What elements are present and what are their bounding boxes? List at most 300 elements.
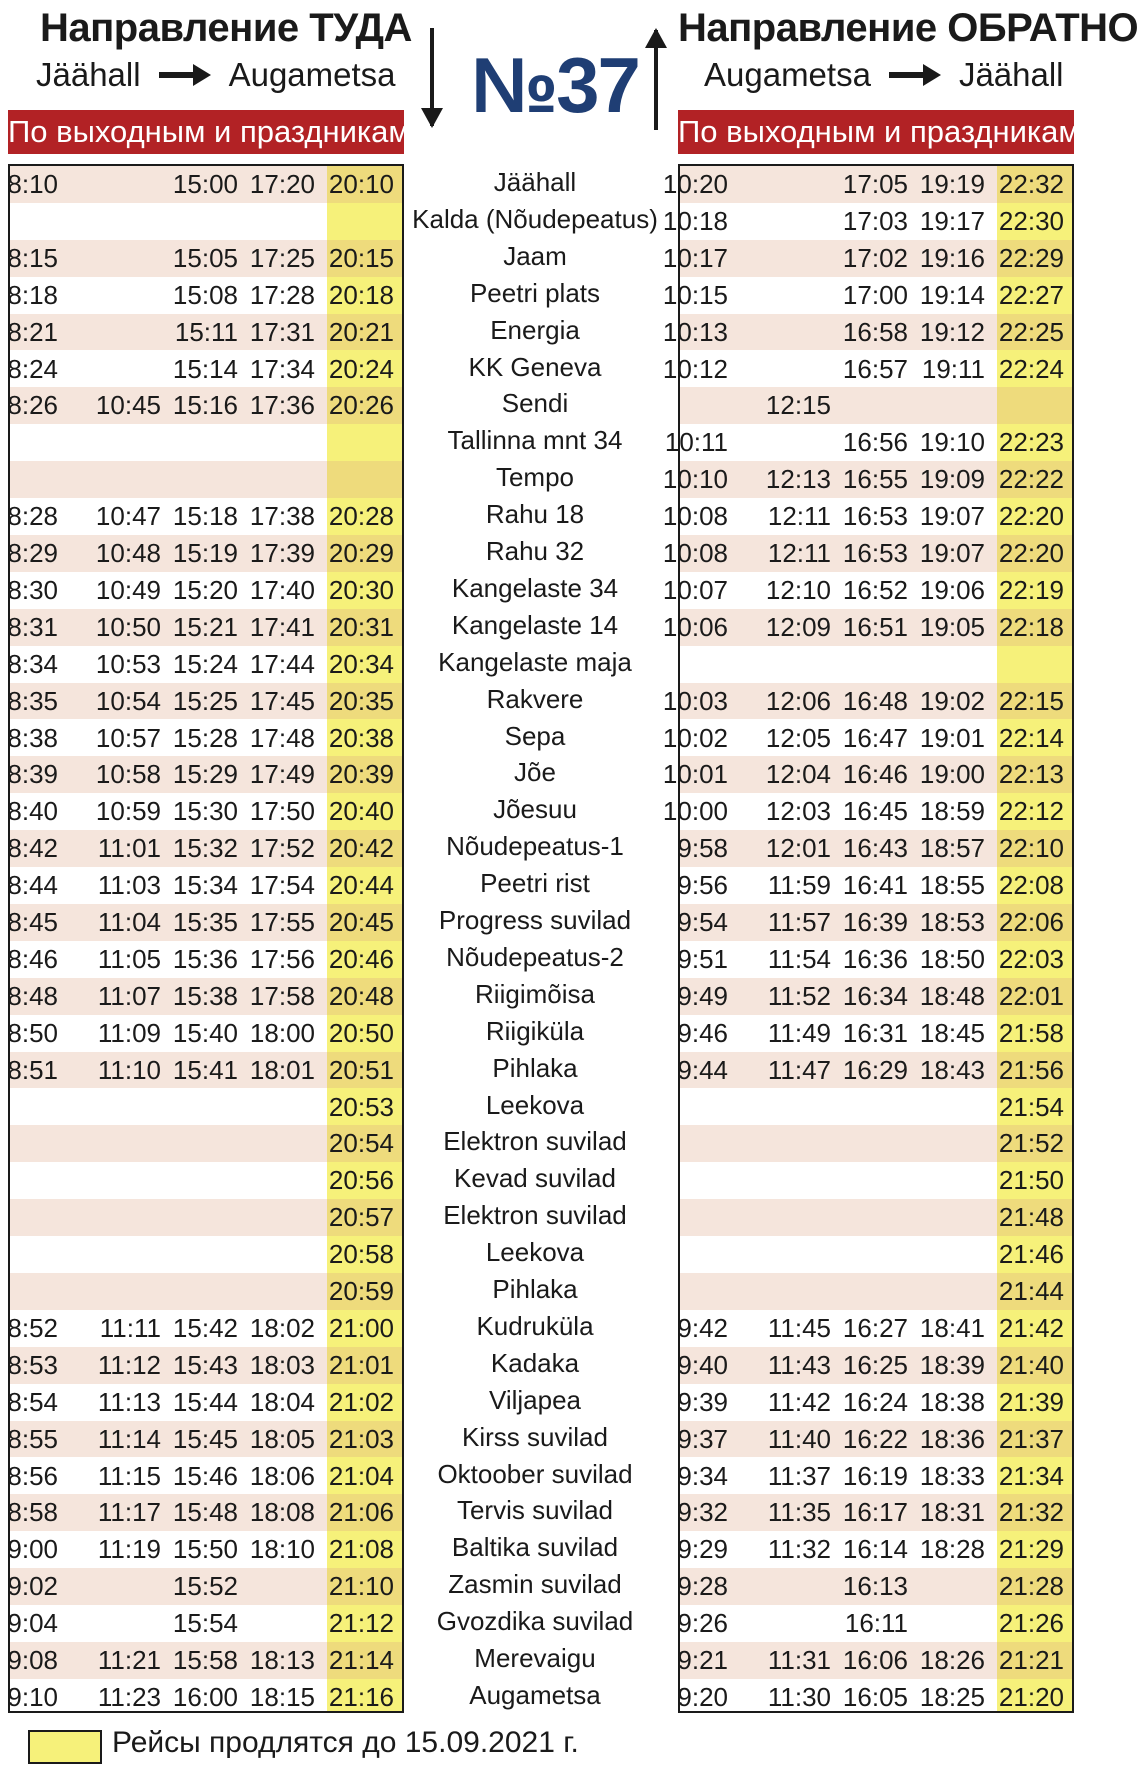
- departure-time: 15:36: [172, 943, 238, 974]
- table-row: [680, 1125, 1072, 1162]
- departure-time: 9:34: [677, 1460, 728, 1491]
- departure-time: 20:28: [328, 501, 394, 532]
- departure-time: 21:46: [998, 1239, 1064, 1270]
- table-row: [662, 756, 1072, 793]
- departure-time: 20:31: [328, 611, 394, 642]
- departure-time: 9:58: [677, 833, 728, 864]
- stop-name: Riigimõisa: [475, 978, 595, 1009]
- departure-time: 12:03: [765, 796, 831, 827]
- departure-time: 17:00: [842, 279, 908, 310]
- table-row: [662, 720, 1072, 757]
- departure-time: 16:47: [842, 722, 908, 753]
- departure-time: 17:58: [249, 980, 315, 1011]
- departure-time: 16:29: [842, 1054, 908, 1085]
- departure-time: 15:08: [172, 279, 238, 310]
- departure-time: 16:13: [842, 1571, 908, 1602]
- departure-time: 22:14: [998, 722, 1064, 753]
- departure-time: 21:06: [328, 1497, 394, 1528]
- departure-time: 17:34: [249, 353, 315, 384]
- departure-time: 11:32: [767, 1534, 831, 1565]
- departure-time: 15:48: [172, 1497, 238, 1528]
- departure-time: 10:53: [95, 648, 161, 679]
- departure-time: 8:24: [7, 353, 58, 384]
- table-row: [677, 1347, 1072, 1384]
- departure-time: 11:31: [767, 1645, 831, 1675]
- departure-time: 15:30: [172, 796, 238, 827]
- departure-time: 8:28: [7, 501, 58, 532]
- outbound-title: Направление ТУДА: [40, 6, 412, 50]
- departure-time: 16:45: [842, 796, 908, 827]
- departure-time: 10:59: [95, 796, 161, 827]
- table-row: [662, 572, 1072, 609]
- departure-time: 10:50: [95, 611, 161, 642]
- stop-name: Jõe: [514, 757, 556, 788]
- departure-time: 8:46: [7, 943, 58, 974]
- departure-time: 21:10: [328, 1571, 394, 1602]
- departure-time: 16:14: [842, 1534, 908, 1565]
- departure-time: 11:13: [97, 1386, 161, 1417]
- arrow-right-icon: [159, 64, 211, 86]
- departure-time: 11:35: [767, 1497, 831, 1528]
- departure-time: 16:53: [842, 501, 908, 532]
- departure-time: 22:12: [998, 796, 1064, 827]
- departure-time: 8:26: [7, 390, 58, 421]
- departure-time: 18:41: [919, 1312, 985, 1343]
- departure-time: 8:55: [7, 1423, 58, 1454]
- departure-time: 10:49: [95, 574, 161, 605]
- departure-time: 10:08: [662, 501, 728, 532]
- departure-time: 16:48: [842, 685, 908, 716]
- table-row: [7, 646, 402, 683]
- departure-time: 22:13: [998, 759, 1064, 790]
- departure-time: 8:58: [7, 1497, 58, 1528]
- stop-name: Kadaka: [490, 1347, 580, 1378]
- departure-time: 11:57: [767, 907, 831, 937]
- departure-time: 20:40: [328, 796, 394, 827]
- table-row: [7, 1384, 402, 1421]
- departure-time: 11:11: [99, 1312, 161, 1343]
- stop-name: Kangelaste 14: [451, 609, 619, 640]
- stop-name: Pihlaka: [492, 1052, 578, 1083]
- departure-time: 21:01: [328, 1349, 394, 1380]
- departure-time: 9:04: [7, 1608, 58, 1639]
- departure-time: 10:20: [662, 169, 728, 199]
- departure-time: 21:08: [328, 1534, 394, 1565]
- departure-time: 8:21: [7, 316, 58, 347]
- table-row: [662, 498, 1072, 535]
- departure-time: 8:39: [7, 759, 58, 790]
- stop-name: Jõesuu: [493, 794, 577, 825]
- departure-time: 11:03: [97, 870, 161, 901]
- table-row: [680, 1162, 1072, 1199]
- departure-time: 21:16: [328, 1681, 394, 1712]
- inbound-title: Направление ОБРАТНО: [678, 6, 1138, 50]
- departure-time: 11:07: [97, 980, 161, 1011]
- departure-time: 21:34: [998, 1460, 1064, 1491]
- departure-time: 18:03: [249, 1349, 315, 1380]
- departure-time: 22:20: [998, 538, 1064, 568]
- departure-time: 18:02: [249, 1312, 315, 1343]
- table-row: [680, 1273, 1072, 1310]
- departure-time: 20:39: [328, 759, 394, 790]
- departure-time: 18:43: [919, 1054, 985, 1085]
- departure-time: 9:42: [677, 1312, 728, 1343]
- departure-time: 20:15: [328, 242, 394, 273]
- departure-time: 11:04: [97, 907, 161, 937]
- table-row: [677, 1531, 1072, 1568]
- departure-time: 15:34: [172, 870, 238, 901]
- departure-time: 19:12: [919, 316, 985, 347]
- departure-time: 12:15: [765, 390, 831, 421]
- departure-time: 17:38: [249, 501, 315, 532]
- table-row: [7, 904, 402, 941]
- departure-time: 16:58: [842, 316, 908, 347]
- table-row: [7, 1531, 402, 1568]
- departure-time: 16:51: [842, 611, 908, 642]
- departure-time: 9:51: [677, 943, 728, 974]
- stop-name: Kudruküla: [476, 1310, 594, 1341]
- departure-time: 10:48: [95, 538, 161, 568]
- departure-time: 11:47: [767, 1054, 831, 1085]
- departure-time: 21:37: [998, 1423, 1064, 1454]
- inbound-route: [704, 56, 1064, 94]
- outbound-banner: По выходным и праздникам: [8, 110, 404, 154]
- departure-time: 16:46: [842, 759, 908, 790]
- departure-time: 21:26: [998, 1608, 1064, 1639]
- stop-name: KK Geneva: [468, 351, 602, 382]
- stop-name: Nõudepeatus-1: [446, 831, 624, 862]
- departure-time: 18:57: [919, 833, 985, 864]
- departure-time: 11:12: [97, 1349, 161, 1380]
- departure-time: 17:50: [249, 796, 315, 827]
- departure-time: 11:19: [97, 1534, 161, 1565]
- departure-time: 16:24: [842, 1386, 908, 1417]
- departure-time: 9:26: [677, 1608, 728, 1639]
- departure-time: 8:56: [7, 1460, 58, 1491]
- departure-time: 10:02: [662, 722, 728, 753]
- table-row: [7, 1310, 402, 1347]
- departure-time: 9:32: [677, 1497, 728, 1528]
- stop-name: Rahu 18: [485, 499, 585, 530]
- table-row: [7, 1568, 402, 1605]
- table-row: [677, 1568, 1072, 1605]
- departure-time: 20:54: [328, 1128, 394, 1159]
- departure-time: 8:29: [7, 538, 58, 568]
- departure-time: 18:05: [249, 1423, 315, 1454]
- stop-name: Tervis suvilad: [456, 1495, 614, 1526]
- departure-time: 9:37: [677, 1423, 728, 1454]
- departure-time: 18:28: [919, 1534, 985, 1565]
- departure-time: 18:31: [919, 1497, 985, 1528]
- outbound-to: Augametsa: [228, 56, 396, 93]
- departure-time: 18:59: [919, 796, 985, 827]
- table-row: [677, 978, 1072, 1015]
- table-row: [677, 1421, 1072, 1458]
- departure-time: 20:58: [328, 1239, 394, 1270]
- departure-time: 17:31: [249, 316, 315, 347]
- departure-time: 15:45: [172, 1423, 238, 1454]
- departure-time: 15:21: [172, 611, 238, 642]
- departure-time: 20:18: [328, 279, 394, 310]
- table-row: [7, 1458, 402, 1495]
- departure-time: 12:05: [765, 722, 831, 753]
- table-row: [7, 756, 402, 793]
- table-row: [680, 1236, 1072, 1273]
- departure-time: 15:40: [172, 1017, 238, 1048]
- departure-time: 11:23: [97, 1681, 161, 1712]
- departure-time: 18:01: [249, 1054, 315, 1085]
- departure-time: 20:42: [328, 833, 394, 864]
- departure-time: 9:56: [677, 870, 728, 901]
- departure-time: 22:29: [998, 242, 1064, 273]
- departure-time: 16:43: [842, 833, 908, 864]
- table-row: [680, 1199, 1072, 1236]
- stop-name: Augametsa: [469, 1679, 601, 1710]
- departure-time: 12:11: [767, 538, 831, 568]
- table-row: [662, 793, 1072, 830]
- stop-name: Peetri plats: [469, 277, 601, 308]
- outbound-from: Jäähall: [36, 56, 141, 93]
- departure-time: 10:08: [662, 538, 728, 568]
- departure-time: 8:45: [7, 907, 58, 937]
- stop-name: Rakvere: [486, 683, 584, 714]
- departure-time: 18:48: [919, 980, 985, 1011]
- departure-time: 15:41: [172, 1054, 238, 1085]
- departure-time: 19:01: [919, 722, 985, 753]
- departure-time: 12:04: [765, 759, 831, 790]
- departure-time: 8:31: [7, 611, 58, 642]
- table-row: [677, 904, 1072, 941]
- departure-time: 15:38: [172, 980, 238, 1011]
- departure-time: 17:49: [249, 759, 315, 790]
- table-row: [662, 166, 1072, 203]
- departure-time: 16:55: [842, 464, 908, 495]
- departure-time: 17:03: [842, 205, 908, 236]
- departure-time: 12:01: [765, 833, 831, 864]
- departure-time: 22:03: [998, 943, 1064, 974]
- departure-time: 12:11: [767, 501, 831, 532]
- departure-time: 15:42: [172, 1312, 238, 1343]
- stop-name: Elektron suvilad: [443, 1200, 627, 1231]
- departure-time: 22:01: [998, 980, 1064, 1011]
- departure-time: 18:04: [249, 1386, 315, 1417]
- departure-time: 17:05: [842, 169, 908, 199]
- table-row: [7, 941, 402, 978]
- departure-time: 10:15: [662, 279, 728, 310]
- departure-time: 10:58: [95, 759, 161, 790]
- table-row: [7, 572, 402, 609]
- departure-time: 8:52: [7, 1312, 58, 1343]
- departure-time: 18:06: [249, 1460, 315, 1491]
- stop-name: Rahu 32: [485, 536, 585, 566]
- departure-time: 16:57: [842, 353, 908, 384]
- stop-name: Oktoober suvilad: [437, 1458, 633, 1489]
- departure-time: 19:17: [919, 205, 985, 236]
- departure-time: 20:57: [328, 1202, 394, 1233]
- departure-time: 21:42: [998, 1312, 1064, 1343]
- departure-time: 16:39: [842, 907, 908, 937]
- departure-time: 20:24: [328, 353, 394, 384]
- departure-time: 8:18: [7, 279, 58, 310]
- table-row: [680, 646, 1072, 683]
- stop-name: Leekova: [485, 1237, 585, 1268]
- departure-time: 11:21: [97, 1645, 161, 1675]
- departure-time: 21:54: [998, 1091, 1064, 1122]
- departure-time: 21:58: [998, 1017, 1064, 1048]
- departure-time: 8:51: [7, 1054, 58, 1085]
- outbound-timetable: [8, 164, 404, 1713]
- table-row: [677, 1642, 1072, 1679]
- table-row: [7, 1642, 402, 1679]
- departure-time: 10:00: [662, 796, 728, 827]
- table-row: [7, 535, 402, 572]
- table-row: [7, 240, 402, 277]
- table-row: [677, 1458, 1072, 1495]
- inbound-to: Jäähall: [958, 56, 1064, 93]
- table-row: [677, 830, 1072, 867]
- table-row: [7, 166, 402, 203]
- departure-time: 22:25: [998, 316, 1064, 347]
- stop-name: Merevaigu: [474, 1643, 596, 1673]
- table-row: [662, 277, 1072, 314]
- table-row: [10, 1089, 402, 1126]
- departure-time: 17:28: [249, 279, 315, 310]
- departure-time: 10:13: [662, 316, 728, 347]
- departure-time: 16:52: [842, 574, 908, 605]
- departure-time: 10:17: [662, 242, 728, 273]
- departure-time: 20:30: [328, 574, 394, 605]
- departure-time: 8:15: [7, 242, 58, 273]
- stop-name: Kevad suvilad: [454, 1163, 616, 1194]
- departure-time: 16:31: [842, 1017, 908, 1048]
- departure-time: 11:37: [767, 1460, 831, 1491]
- table-row: [7, 277, 402, 314]
- table-row: [680, 1089, 1072, 1126]
- departure-time: 18:15: [249, 1681, 315, 1712]
- departure-time: 9:08: [7, 1645, 58, 1675]
- table-row: [677, 1384, 1072, 1421]
- departure-time: 20:45: [328, 907, 394, 937]
- departure-time: 19:07: [919, 538, 985, 568]
- stop-name: Sendi: [501, 388, 569, 419]
- table-row: [7, 1015, 402, 1052]
- departure-time: 18:25: [919, 1681, 985, 1712]
- stop-name: Tallinna mnt 34: [447, 425, 623, 456]
- departure-time: 16:22: [842, 1423, 908, 1454]
- departure-time: 17:44: [249, 648, 315, 679]
- departure-time: 22:32: [998, 169, 1064, 199]
- table-row: [662, 461, 1072, 498]
- departure-time: 17:20: [249, 169, 315, 199]
- departure-time: 17:56: [249, 943, 315, 974]
- departure-time: 11:49: [767, 1017, 831, 1048]
- departure-time: 22:18: [998, 611, 1064, 642]
- departure-time: 15:18: [172, 501, 238, 532]
- departure-time: 21:02: [328, 1386, 394, 1417]
- departure-time: 19:16: [919, 242, 985, 273]
- departure-time: 20:48: [328, 980, 394, 1011]
- departure-time: 8:35: [7, 685, 58, 716]
- departure-time: 9:28: [677, 1571, 728, 1602]
- departure-time: 17:45: [249, 685, 315, 716]
- departure-time: 16:05: [842, 1681, 908, 1712]
- departure-time: 17:48: [249, 722, 315, 753]
- departure-time: 12:10: [765, 574, 831, 605]
- table-row: [7, 1605, 402, 1642]
- departure-time: 11:40: [767, 1423, 831, 1454]
- departure-time: 21:40: [998, 1349, 1064, 1380]
- departure-time: 21:32: [998, 1497, 1064, 1528]
- departure-time: 9:39: [677, 1386, 728, 1417]
- table-row: [7, 793, 402, 830]
- departure-time: 19:05: [919, 611, 985, 642]
- departure-time: 21:44: [998, 1276, 1064, 1306]
- departure-time: 10:47: [95, 501, 161, 532]
- departure-time: 21:29: [998, 1534, 1064, 1565]
- table-row: [10, 461, 402, 498]
- departure-time: 18:10: [249, 1534, 315, 1565]
- departure-time: 16:11: [844, 1608, 908, 1639]
- departure-time: 21:56: [998, 1054, 1064, 1085]
- departure-time: 21:21: [998, 1645, 1064, 1675]
- departure-time: 8:10: [7, 169, 58, 199]
- departure-time: 10:10: [662, 464, 728, 495]
- stop-name: Zasmin suvilad: [448, 1569, 622, 1600]
- departure-time: 8:50: [7, 1017, 58, 1048]
- departure-time: 19:09: [919, 464, 985, 495]
- arrow-down-icon: [430, 28, 434, 126]
- departure-time: 17:40: [249, 574, 315, 605]
- departure-time: 19:02: [919, 685, 985, 716]
- stop-name: Kalda (Nõudepeatus): [412, 203, 658, 234]
- table-row: [7, 609, 402, 646]
- departure-time: 18:36: [919, 1423, 985, 1454]
- departure-time: 20:51: [328, 1054, 394, 1085]
- stop-name: Jaam: [503, 240, 567, 271]
- table-row: [662, 535, 1072, 572]
- departure-time: 11:43: [767, 1349, 831, 1380]
- table-row: [662, 351, 1072, 388]
- departure-time: 18:13: [249, 1645, 315, 1675]
- table-row: [677, 1605, 1072, 1642]
- departure-time: 15:35: [172, 907, 238, 937]
- departure-time: 15:20: [172, 574, 238, 605]
- departure-time: 11:59: [767, 870, 831, 901]
- table-row: [677, 941, 1072, 978]
- stop-name: Leekova: [485, 1089, 585, 1120]
- departure-time: 12:06: [765, 685, 831, 716]
- departure-time: 19:14: [919, 279, 985, 310]
- departure-time: 16:36: [842, 943, 908, 974]
- departure-time: 11:05: [97, 943, 161, 974]
- departure-time: 9:02: [7, 1571, 58, 1602]
- departure-time: 21:52: [998, 1128, 1064, 1159]
- departure-time: 9:40: [677, 1349, 728, 1380]
- table-row: [677, 867, 1072, 904]
- table-row: [10, 1199, 402, 1236]
- departure-time: 15:44: [172, 1386, 238, 1417]
- departure-time: 15:00: [172, 169, 238, 199]
- stop-name: Kangelaste 34: [451, 572, 619, 603]
- departure-time: 18:26: [919, 1645, 985, 1675]
- departure-time: 10:01: [662, 759, 728, 790]
- departure-time: 10:03: [662, 685, 728, 716]
- table-row: [7, 1494, 402, 1531]
- table-row: [677, 1015, 1072, 1052]
- table-row: [677, 1679, 1072, 1716]
- departure-time: 21:50: [998, 1165, 1064, 1196]
- table-row: [7, 387, 402, 424]
